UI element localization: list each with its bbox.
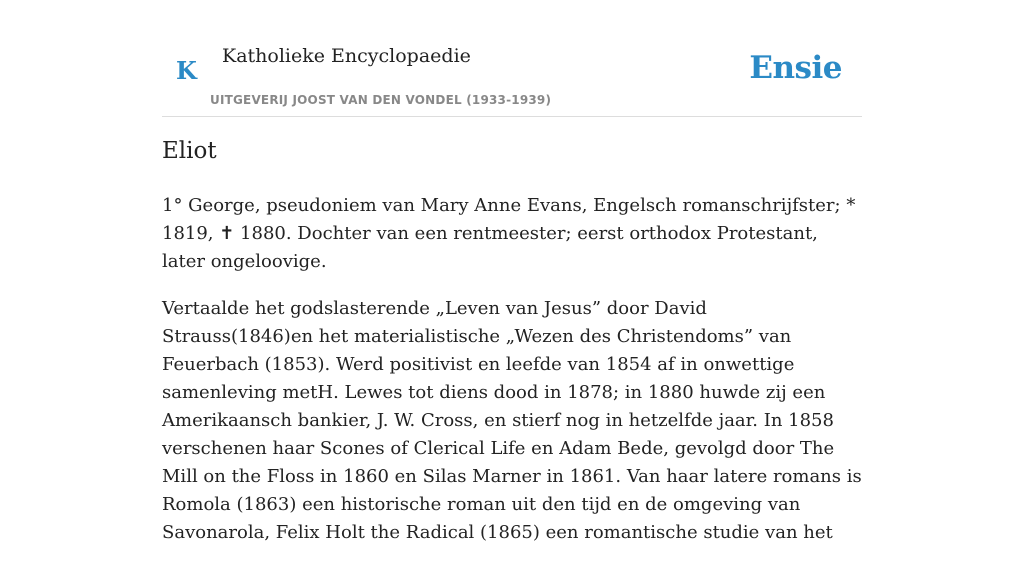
encyclopedia-title-link[interactable]: Katholieke Encyclopaedie: [222, 45, 471, 67]
article-body: [162, 192, 862, 566]
article-title: Eliot: [162, 138, 217, 164]
site-header: [162, 0, 862, 117]
article-paragraph: 1° George, pseudoniem van Mary Anne Evans, Engelsch romanschrijfster; * 1819, ✝ 1880. Dochter van een rentmeester; eerst orthodox Protestant, later ongeloovige.: [162, 195, 856, 272]
encyclopedia-logo[interactable]: K: [176, 56, 197, 85]
publisher-subtitle: UITGEVERIJ JOOST VAN DEN VONDEL (1933-1939): [210, 93, 552, 107]
ensie-logo-link[interactable]: Ensie: [749, 50, 842, 86]
article-paragraph: Vertaalde het godslasterende „Leven van Jesus” door David Strauss(1846)en het materialistische „Wezen des Christendoms” van Feuerbach (1853). Werd positivist en leefde van 1854 af in onwettige samenleving metH. Lewes tot diens dood in 1878; in 1880 huwde zij een Amerikaansch bankier, J. W. Cross, en stierf nog in hetzelfde jaar. In 1858 verschenen haar Scones of Clerical Life en Adam Bede, gevolgd door The Mill on the Floss in 1860 en Silas Marner in 1861. Van haar latere romans is Romola (1863) een historische roman uit den tijd en de omgeving van Savonarola, Felix Holt the Radical (1865) een romantische studie van het: [162, 298, 862, 543]
